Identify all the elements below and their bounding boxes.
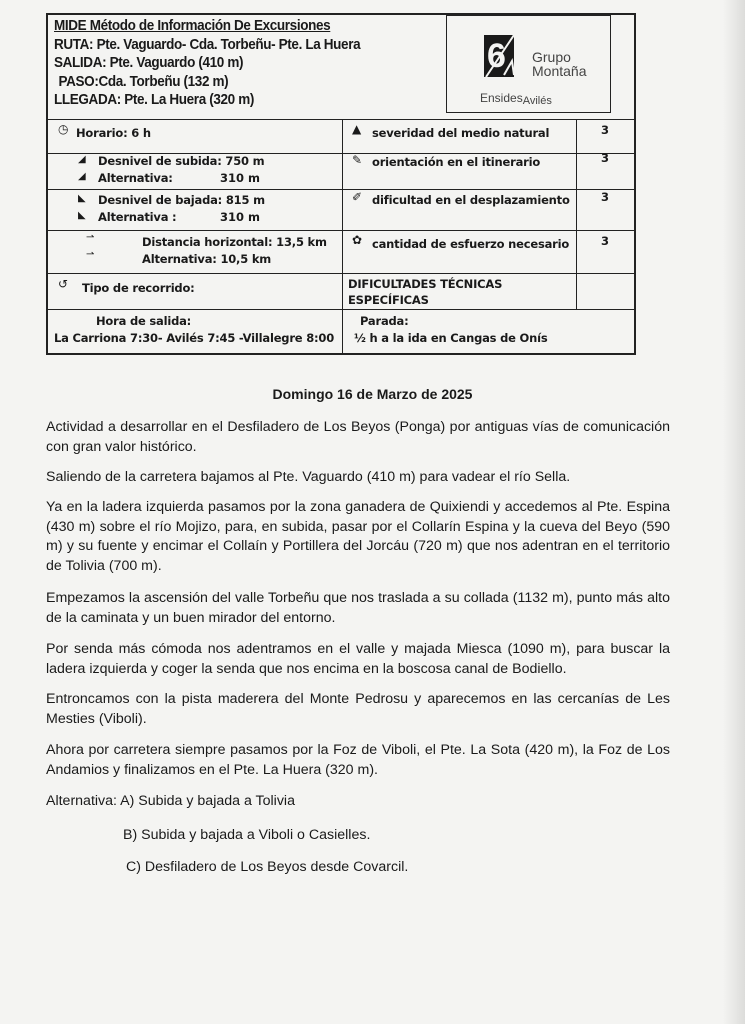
esfuerzo-value: 3 xyxy=(601,234,610,248)
col-divider xyxy=(342,119,343,353)
alternativa-bajada-value: 310 m xyxy=(220,210,260,224)
desnivel-subida: Desnivel de subida: 750 m xyxy=(98,154,265,168)
step-icon: ✐ xyxy=(352,190,363,204)
alternativa-a: Alternativa: A) Subida y bajada a Tolivia xyxy=(46,793,295,809)
desnivel-bajada: Desnivel de bajada: 815 m xyxy=(98,193,265,207)
logo-aviles: Avilés xyxy=(522,95,552,107)
descent-icon: ◣ xyxy=(78,193,86,204)
paragraph: Actividad a desarrollar en el Desfiladero de Los Beyos (Ponga) por antiguas vías de comunicación con gran valor histórico. xyxy=(46,419,670,455)
paragraph: Ahora por carretera siempre pasamos por la Foz de Viboli, el Pte. La Sota (420 m), la Foz de Los Andamios y finalizamos en el Pte. La Huera (320 m). xyxy=(46,742,670,778)
descent-icon: ◣ xyxy=(78,210,86,221)
severidad-value: 3 xyxy=(601,123,610,137)
clock-icon: ◷ xyxy=(58,122,69,136)
logo-line1: Grupo xyxy=(532,49,571,65)
activity-date: Domingo 16 de Marzo de 2025 xyxy=(272,386,473,402)
salida: SALIDA: Pte. Vaguardo (410 m) xyxy=(54,54,244,71)
distancia-horizontal: Distancia horizontal: 13,5 km xyxy=(142,235,327,249)
logo-text xyxy=(532,50,586,78)
logo-line2: Montaña xyxy=(532,63,587,79)
col-divider xyxy=(576,119,577,309)
logo-line3 xyxy=(480,91,552,105)
paragraph: Entroncamos con la pista maderera del Monte Pedrosu y aparecemos en las cercanías de Les Mesties (Viboli). xyxy=(46,691,670,727)
orientation-icon: ✎ xyxy=(352,153,363,167)
paso: PASO:Cda. Torbeñu (132 m) xyxy=(58,72,229,90)
esfuerzo: cantidad de esfuerzo necesario xyxy=(372,237,570,251)
mide-title: MIDE Método de Información De Excursiones xyxy=(54,17,331,34)
severidad: severidad del medio natural xyxy=(372,126,550,140)
logo-number: 6 xyxy=(487,37,506,75)
distance-icon: ⇀ xyxy=(86,232,95,243)
alternativa-b: B) Subida y bajada a Viboli o Casielles. xyxy=(123,827,371,843)
alternativa-distancia: Alternativa: 10,5 km xyxy=(142,252,272,266)
ruta: RUTA: Pte. Vaguardo- Cda. Torbeñu- Pte. La Huera xyxy=(54,35,361,53)
orientacion: orientación en el itinerario xyxy=(372,155,541,169)
grupo-montana-logo xyxy=(446,15,638,115)
row-divider xyxy=(48,309,634,310)
alternativa-subida-value: 310 m xyxy=(220,171,260,185)
paragraph: Saliendo de la carretera bajamos al Pte. Vaguardo (410 m) para vadear el río Sella. xyxy=(46,469,571,485)
dificultad-value: 3 xyxy=(601,190,610,204)
hora-salida-value: La Carriona 7:30- Avilés 7:45 -Villalegre 8:00 xyxy=(54,331,335,345)
warning-icon: ▲ xyxy=(352,122,362,136)
dificultades-tecnicas: DIFICULTADES TÉCNICAS xyxy=(348,277,503,291)
ascent-icon: ◢ xyxy=(78,154,86,165)
paragraph: Empezamos la ascensión del valle Torbeñu que nos traslada a su collada (1132 m), punto más alto de la caminata y un buen mirador del entorno. xyxy=(46,590,670,626)
distance-icon: ⇀ xyxy=(86,249,95,260)
mide-header xyxy=(54,17,360,110)
logo-ensides: Ensides xyxy=(480,91,523,105)
orientacion-value: 3 xyxy=(601,151,610,165)
row-divider xyxy=(48,273,634,274)
row-divider xyxy=(48,230,634,231)
horario: Horario: 6 h xyxy=(76,126,151,140)
tipo-recorrido: Tipo de recorrido: xyxy=(82,281,195,295)
parada-label: Parada: xyxy=(360,314,409,328)
row-divider xyxy=(48,189,634,190)
dificultad: dificultad en el desplazamiento xyxy=(372,193,570,207)
row-divider xyxy=(48,119,634,120)
alternativa-bajada-label: Alternativa : xyxy=(98,210,177,224)
paragraph: Por senda más cómoda nos adentramos en el valle y majada Miesca (1090 m), para buscar la ladera izquierda y coger la senda que nos encima en la boscosa canal de Bodiello. xyxy=(46,641,670,677)
ascent-icon: ◢ xyxy=(78,171,86,182)
effort-icon: ✿ xyxy=(352,233,363,247)
page-edge xyxy=(723,0,745,1024)
loop-icon: ↺ xyxy=(58,277,69,291)
parada-value: ½ h a la ida en Cangas de Onís xyxy=(354,331,548,345)
paragraph: Ya en la ladera izquierda pasamos por la zona ganadera de Quixiendi y accedemos al Pte. Espina (430 m) sobre el río Mojizo, para, en subida, pasar por el Collarín Espina y la cueva del Beyo (590 m) y su fuente y encimar el Collaín y Portillera del Jorcáu (720 m) que nos adentran en el territorio de Tolivia (700 m). xyxy=(46,499,670,574)
alternativa-subida-label: Alternativa: xyxy=(98,171,173,185)
llegada: LLEGADA: Pte. La Huera (320 m) xyxy=(54,91,254,108)
hora-salida-label: Hora de salida: xyxy=(96,314,192,328)
dificultades-especificas: ESPECÍFICAS xyxy=(348,293,429,307)
mide-table xyxy=(46,13,636,355)
alternativa-c: C) Desfiladero de Los Beyos desde Covarcil. xyxy=(126,859,409,875)
